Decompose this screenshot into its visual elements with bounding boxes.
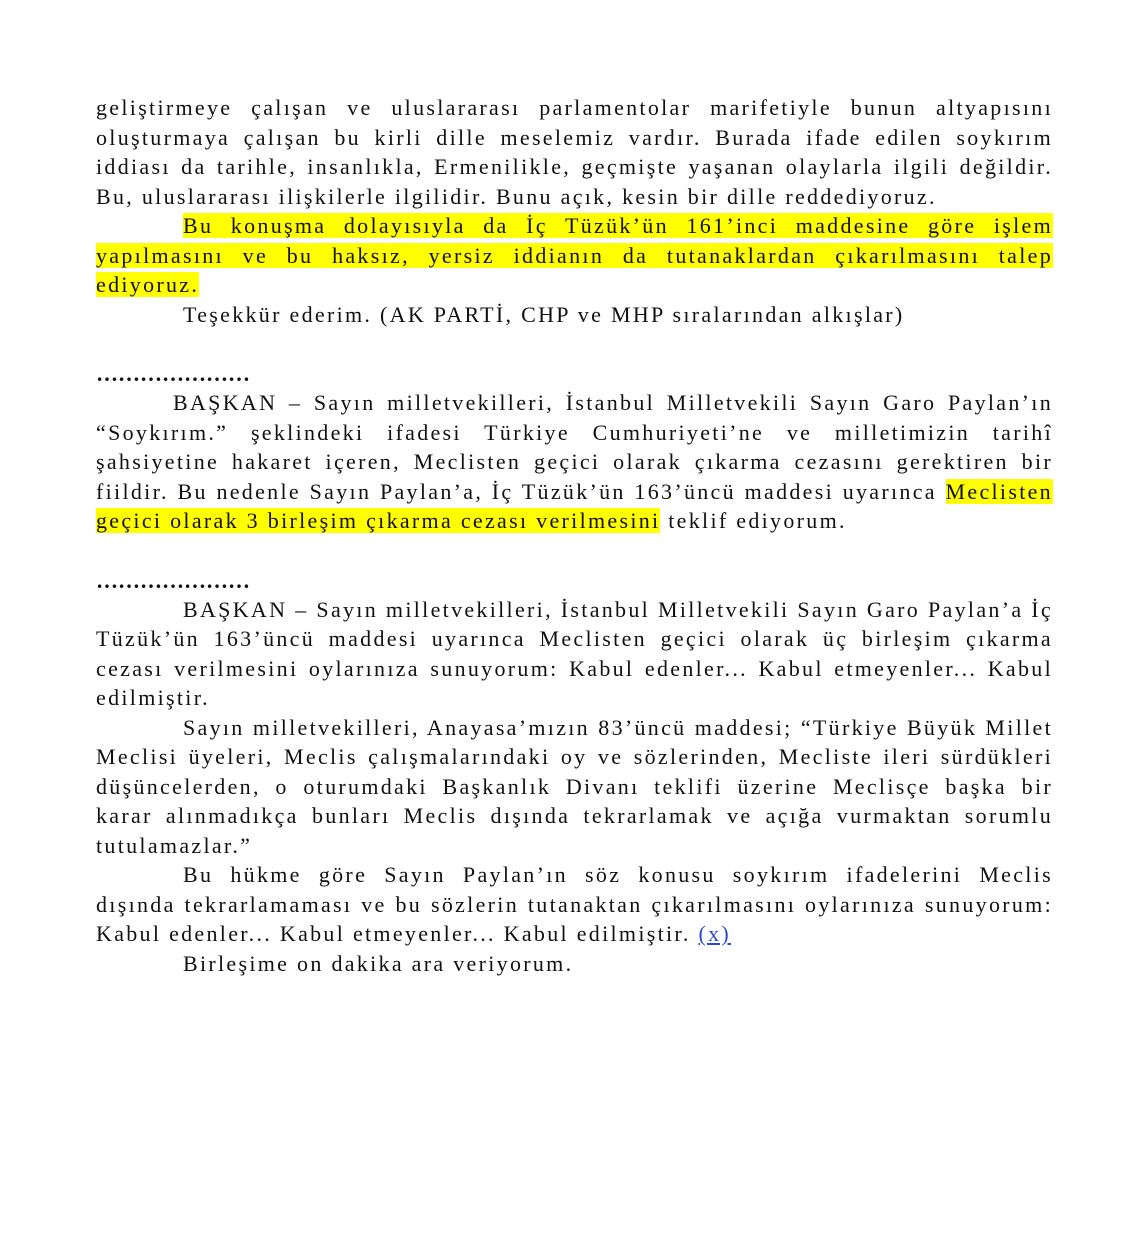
- paragraph-second-vote: [96, 860, 1053, 949]
- document-page: [96, 93, 1053, 978]
- footnote-link[interactable]: (x): [698, 921, 731, 946]
- section-separator: …………………: [96, 567, 250, 593]
- highlighted-penalty: Meclisten geçici olarak 3 birleşim çıkarma cezası verilmesini: [96, 478, 1053, 533]
- paragraph-recess: Birleşime on dakika ara veriyorum.: [183, 950, 574, 976]
- paragraph-speaker-proposal: [96, 388, 1053, 536]
- paragraph-request: [96, 211, 1053, 300]
- proposal-text-end: teklif ediyorum.: [660, 508, 847, 533]
- highlighted-request: Bu konuşma dolayısıyla da İç Tüzük’ün 161’inci maddesine göre işlem yapılmasını ve bu haksız, yersiz iddianın da tutanaklardan çıkarılmasını talep ediyoruz.: [96, 213, 1053, 297]
- second-vote-text: Bu hükme göre Sayın Paylan’ın söz konusu soykırım ifadelerini Meclis dışında tekrarlamaması ve bu sözlerin tutanaktan çıkarılmasını oylarınıza sunuyorum: Kabul edenler... Kabul etmeyenler... Kabul edilmiştir.: [96, 862, 1053, 946]
- proposal-text: BAŞKAN – Sayın milletvekilleri, İstanbul Milletvekili Sayın Garo Paylan’ın “Soykırım.” şeklindeki ifadesi Türkiye Cumhuriyeti’ne ve milletimizin tarihî şahsiyetine hakaret içeren, Meclisten geçici olarak çıkarma cezasını gerektiren bir fiildir. Bu nedenle Sayın Paylan’a, İç Tüzük’ün 163’üncü maddesi uyarınca: [96, 390, 1053, 504]
- section-separator: …………………: [96, 361, 250, 386]
- paragraph-constitution: Sayın milletvekilleri, Anayasa’mızın 83’üncü maddesi; “Türkiye Büyük Millet Meclisi üyeleri, Meclis çalışmalarındaki oy ve sözlerinden, Mecliste ileri sürdükleri düşüncelerden, o oturumdaki Başkanlık Divanı teklifi üzerine Meclisçe başka bir karar alınmadıkça bunları Meclis dışında tekrarlamak ve açığa vurmaktan sorumlu tutulamazlar.”: [96, 714, 1053, 858]
- paragraph-thanks: Teşekkür ederim. (AK PARTİ, CHP ve MHP sıralarından alkışlar): [183, 301, 905, 327]
- paragraph-speaker-vote: BAŞKAN – Sayın milletvekilleri, İstanbul Milletvekili Sayın Garo Paylan’a İç Tüzük’ün 163’üncü maddesi uyarınca Meclisten geçici olarak üç birleşim çıkarma cezası verilmesini oylarınıza sunuyorum: Kabul edenler... Kabul etmeyenler... Kabul edilmiştir.: [96, 596, 1053, 710]
- paragraph-opening: geliştirmeye çalışan ve uluslararası parlamentolar marifetiyle bunun altyapısını oluşturmaya çalışan bu kirli dille meselemiz vardır. Burada ifade edilen soykırım iddiası da tarihle, insanlıkla, Ermenilikle, geçmişte yaşanan olaylarla ilgili değildir. Bu, uluslararası ilişkilerle ilgilidir. Bunu açık, kesin bir dille reddediyoruz.: [96, 95, 1053, 209]
